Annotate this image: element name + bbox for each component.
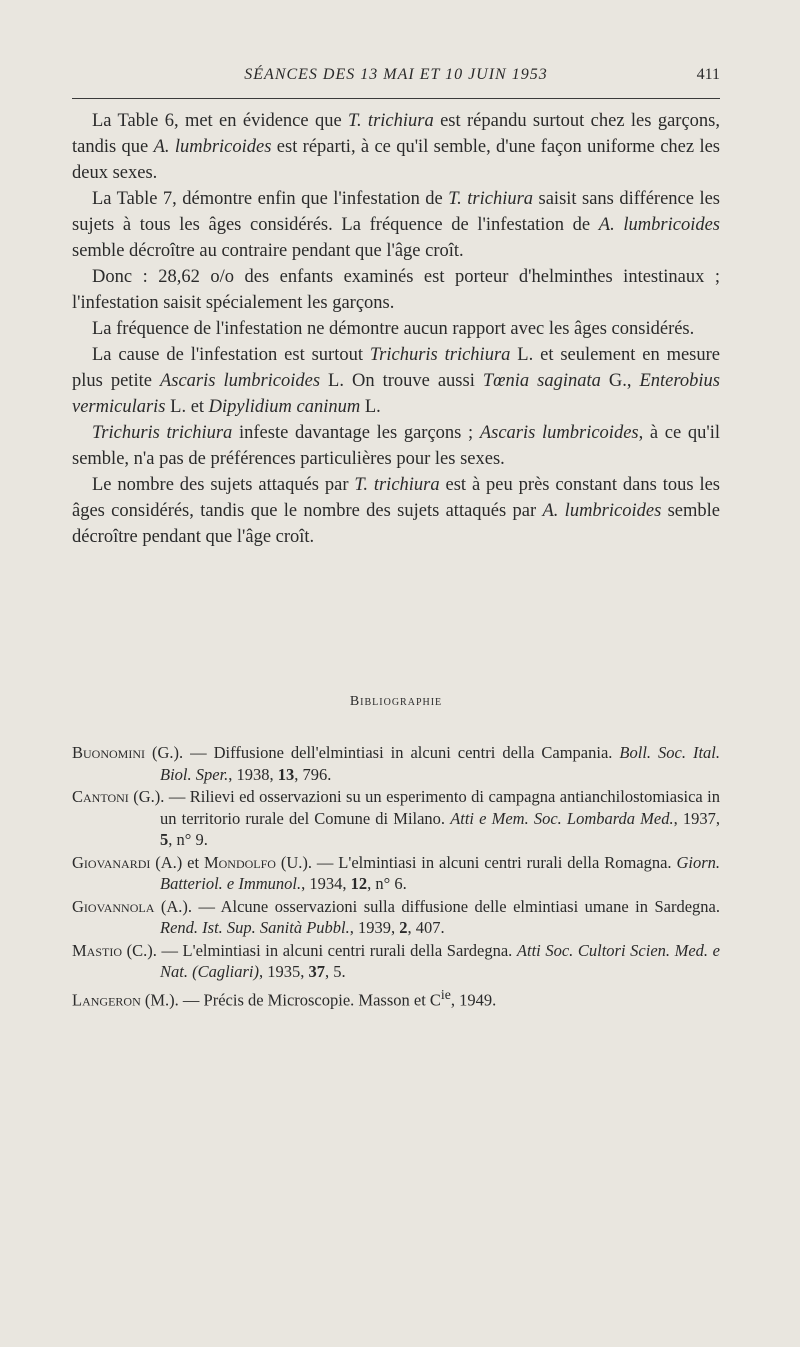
text-run: , 1934, bbox=[301, 874, 351, 893]
text-run: (A.) et bbox=[150, 852, 204, 872]
text-run: (G.). — Rilievi ed osservazioni su un esperimento di campagna antianchilostomiasica in un territorio rurale del Comune di Milano. bbox=[128, 787, 720, 828]
text-run: 5 bbox=[160, 830, 169, 849]
bibliography-entry bbox=[72, 940, 720, 983]
text-run: semble décroître pendant que l'âge croît. bbox=[72, 501, 721, 547]
paragraph bbox=[72, 472, 720, 550]
text-run: , n° 9. bbox=[168, 830, 208, 849]
text-run: L. et seulement en mesure plus petite bbox=[72, 345, 720, 391]
text-run: Le nombre des sujets attaqués par bbox=[92, 475, 355, 495]
text-run: G., bbox=[600, 371, 640, 391]
text-run: , 1937, bbox=[673, 808, 720, 828]
text-run: (U.). — L'elmintiasi in alcuni centri rurali della Romagna. bbox=[275, 852, 677, 872]
text-run: est réparti, à ce qu'il semble, d'une façon uniforme chez les deux sexes. bbox=[72, 137, 720, 183]
paragraph bbox=[72, 342, 720, 420]
text-run: saisit sans différence les sujets à tous les âges considérés. La fréquence de l'infestation de bbox=[72, 189, 720, 235]
text-run: Donc : 28,62 o/o des enfants examinés est porteur d'helminthes intestinaux ; l'infestation saisit spécialement les garçons. bbox=[72, 267, 720, 313]
bibliography-heading: Bibliographie bbox=[349, 694, 443, 709]
text-run: L. et bbox=[165, 397, 209, 417]
text-run: 13 bbox=[277, 764, 295, 784]
text-run: infeste davantage les garçons ; bbox=[232, 423, 480, 443]
author-name: Giovannola bbox=[72, 896, 155, 916]
bibliography-entry bbox=[72, 896, 720, 939]
italic-text: A. lumbricoides bbox=[153, 137, 272, 157]
paragraph bbox=[72, 316, 720, 342]
bibliography-list bbox=[72, 742, 720, 1012]
italic-text: Tœnia saginata bbox=[482, 371, 601, 391]
text-run: est à peu près constant dans tous les âges considérés, tandis que le nombre des sujets attaqués par bbox=[72, 475, 720, 521]
text-run: est répandu surtout chez les garçons, tandis que bbox=[72, 111, 720, 157]
italic-text: Ascaris lumbricoides bbox=[159, 371, 321, 391]
bibliography-entry bbox=[72, 786, 720, 851]
italic-text: Rend. Ist. Sup. Sanità Pubbl. bbox=[160, 918, 350, 937]
italic-text: Atti e Mem. Soc. Lombarda Med. bbox=[450, 808, 674, 828]
text-run: semble décroître au contraire pendant que l'âge croît. bbox=[72, 241, 464, 261]
italic-text: Trichuris trichiura bbox=[369, 345, 511, 365]
italic-text: Trichuris trichiura bbox=[92, 423, 233, 443]
bibliography-entry bbox=[72, 852, 720, 895]
text-run: (M.). — Précis de Microscopie. Masson et C bbox=[140, 990, 441, 1009]
text-run: La Table 6, met en évidence que bbox=[92, 111, 349, 131]
page-number: 411 bbox=[696, 66, 720, 83]
text-run: , 407. bbox=[407, 918, 445, 937]
text-run: 12 bbox=[350, 874, 368, 893]
italic-text: A. lumbricoides bbox=[542, 501, 662, 521]
italic-text: Dipylidium caninum bbox=[208, 397, 361, 417]
italic-text: T. trichiura bbox=[354, 475, 440, 495]
text-run: 37 bbox=[308, 962, 326, 981]
text-run: , 796. bbox=[294, 764, 332, 784]
italic-text: Boll. Soc. Ital. Biol. Sper. bbox=[160, 743, 720, 784]
text-run: , 1935, bbox=[259, 962, 309, 981]
italic-text: Ascaris lumbricoides bbox=[479, 423, 639, 443]
header-rule bbox=[72, 98, 720, 99]
paragraph bbox=[72, 264, 720, 316]
text-run: (C.). — L'elmintiasi in alcuni centri rurali della Sardegna. bbox=[122, 940, 517, 960]
text-run: (G.). — Diffusione dell'elmintiasi in alcuni centri della Campania. bbox=[145, 743, 620, 762]
text-run: , 5. bbox=[325, 962, 346, 981]
text-run: La fréquence de l'infestation ne démontre aucun rapport avec les âges considérés. bbox=[92, 319, 695, 339]
text-run: , 1938, bbox=[228, 764, 278, 784]
text-run: L. bbox=[360, 397, 381, 417]
text-run: ie bbox=[440, 986, 451, 1002]
bibliography-entry bbox=[72, 984, 720, 1011]
italic-text: Giorn. Batteriol. e Immunol. bbox=[160, 852, 720, 893]
author-name: Cantoni bbox=[72, 787, 129, 806]
author-name: Buonomini bbox=[72, 743, 145, 762]
author-name: Langeron bbox=[72, 990, 141, 1009]
paragraph bbox=[72, 420, 720, 472]
running-title: SÉANCES DES 13 MAI ET 10 JUIN 1953 bbox=[244, 66, 548, 83]
text-run: (A.). — Alcune osservazioni sulla diffusione delle elmintiasi umane in Sardegna. bbox=[154, 896, 720, 916]
paragraph bbox=[72, 186, 720, 264]
italic-text: T. trichiura bbox=[448, 189, 534, 209]
body-text bbox=[72, 108, 720, 550]
paragraph bbox=[72, 108, 720, 186]
text-run: , 1939, bbox=[349, 918, 400, 937]
text-run: , à ce qu'il semble, n'a pas de préférences particulières pour les sexes. bbox=[72, 423, 720, 469]
text-run: , n° 6. bbox=[367, 874, 407, 893]
author-name: Mastio bbox=[72, 940, 123, 960]
running-header bbox=[72, 66, 720, 96]
bibliography-entry bbox=[72, 742, 720, 785]
italic-text: Enterobius vermicularis bbox=[72, 371, 720, 417]
italic-text: Atti Soc. Cultori Scien. Med. e Nat. (Cagliari) bbox=[160, 940, 720, 981]
italic-text: T. trichiura bbox=[348, 111, 434, 131]
italic-text: A. lumbricoides bbox=[598, 215, 720, 235]
author-name: Giovanardi bbox=[72, 852, 151, 872]
text-run: L. On trouve aussi bbox=[320, 371, 483, 391]
author-name: Mondolfo bbox=[203, 852, 276, 872]
text-run: 2 bbox=[399, 918, 408, 937]
text-run: , 1949. bbox=[450, 990, 497, 1009]
text-run: La cause de l'infestation est surtout bbox=[92, 345, 370, 365]
text-run: La Table 7, démontre enfin que l'infestation de bbox=[92, 189, 449, 209]
